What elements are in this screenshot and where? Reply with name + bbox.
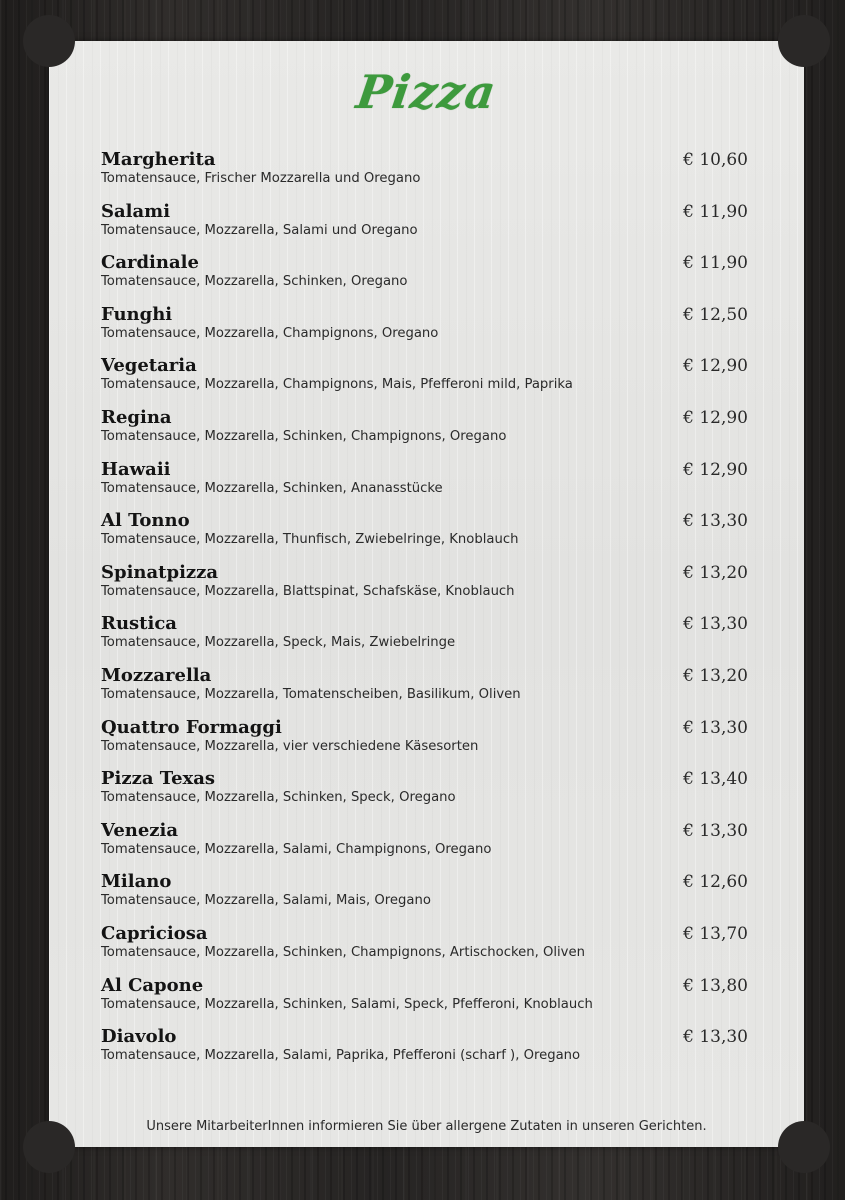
item-price: € 13,30 [683,614,748,635]
item-name: Al Capone [101,974,204,996]
item-name: Al Tonno [101,510,190,532]
item-description: Tomatensauce, Mozzarella, Schinken, Salami, Speck, Pfefferoni, Knoblauch [101,996,593,1012]
menu-item [101,252,751,304]
item-description: Tomatensauce, Mozzarella, Schinken, Ananasstücke [101,480,443,496]
item-price: € 13,40 [683,769,748,790]
item-description: Tomatensauce, Mozzarella, Salami, Paprika, Pfefferoni (scharf ), Oregano [101,1048,581,1064]
menu-item [101,768,751,820]
item-description: Tomatensauce, Mozzarella, Speck, Mais, Zwiebelringe [101,635,456,651]
item-price: € 12,90 [683,356,748,377]
menu-item [101,871,751,923]
item-name: Vegetaria [101,355,197,377]
item-name: Regina [101,406,172,428]
item-name: Pizza Texas [101,768,216,790]
item-description: Tomatensauce, Mozzarella, Blattspinat, Schafskäse, Knoblauch [101,583,515,599]
item-name: Capriciosa [101,922,208,944]
item-description: Tomatensauce, Mozzarella, Salami und Oregano [101,222,418,238]
item-name: Margherita [101,149,216,170]
item-description: Tomatensauce, Mozzarella, Schinken, Oregano [101,274,408,290]
item-price: € 12,90 [683,407,748,428]
item-price: € 13,70 [683,923,748,944]
menu-item [101,717,751,769]
item-description: Tomatensauce, Mozzarella, Champignons, Oregano [101,325,439,341]
menu-item [101,510,751,562]
menu-item [101,820,751,872]
item-price: € 10,60 [683,150,748,170]
item-name: Spinatpizza [101,561,219,583]
item-price: € 13,20 [683,665,748,686]
item-price: € 12,90 [683,459,748,480]
item-description: Tomatensauce, Mozzarella, Thunfisch, Zwiebelringe, Knoblauch [101,532,519,548]
menu-item [101,201,751,253]
item-price: € 13,80 [683,975,748,996]
menu-item [101,1026,751,1078]
menu-item [101,355,751,407]
item-name: Quattro Formaggi [101,716,282,738]
item-name: Mozzarella [101,664,212,686]
menu-item [101,459,751,511]
item-description: Tomatensauce, Mozzarella, Salami, Mais, Oregano [101,893,431,909]
item-description: Tomatensauce, Mozzarella, Schinken, Champignons, Artischocken, Oliven [101,944,585,960]
item-name: Diavolo [101,1026,177,1048]
item-description: Tomatensauce, Frischer Mozzarella und Oregano [101,171,421,186]
item-description: Tomatensauce, Mozzarella, Tomatenscheiben, Basilikum, Oliven [101,686,521,702]
item-price: € 11,90 [683,253,748,274]
item-description: Tomatensauce, Mozzarella, Schinken, Champignons, Oregano [101,428,507,444]
item-name: Rustica [101,613,177,635]
menu-item [101,613,751,665]
corner-notch [778,15,830,67]
item-price: € 12,50 [683,304,748,325]
pizza-list [101,149,751,1078]
item-name: Salami [101,200,171,222]
menu-item [101,975,751,1027]
item-price: € 13,30 [683,511,748,532]
menu-item [101,304,751,356]
menu-item [101,923,751,975]
item-price: € 11,90 [683,201,748,222]
item-name: Venezia [101,819,179,841]
menu-card [49,41,804,1147]
menu-item [101,407,751,459]
item-name: Funghi [101,303,173,325]
item-name: Cardinale [101,252,199,274]
item-name: Hawaii [101,458,171,480]
item-price: € 13,30 [683,717,748,738]
menu-item [101,149,751,201]
menu-item [101,562,751,614]
menu-item [101,665,751,717]
item-description: Tomatensauce, Mozzarella, Champignons, Mais, Pfefferoni mild, Paprika [101,377,573,393]
item-price: € 12,60 [683,872,748,893]
item-name: Milano [101,871,172,893]
corner-notch [23,15,75,67]
menu-title: Pizza [353,65,500,119]
allergen-notice: Unsere MitarbeiterInnen informieren Sie über allergene Zutaten in unseren Gerichten. [146,1119,707,1134]
item-price: € 13,30 [683,820,748,841]
item-price: € 13,20 [683,562,748,583]
item-description: Tomatensauce, Mozzarella, Schinken, Speck, Oregano [101,790,456,806]
item-price: € 13,30 [683,1027,748,1048]
item-description: Tomatensauce, Mozzarella, Salami, Champignons, Oregano [101,841,492,857]
item-description: Tomatensauce, Mozzarella, vier verschiedene Käsesorten [101,738,479,754]
